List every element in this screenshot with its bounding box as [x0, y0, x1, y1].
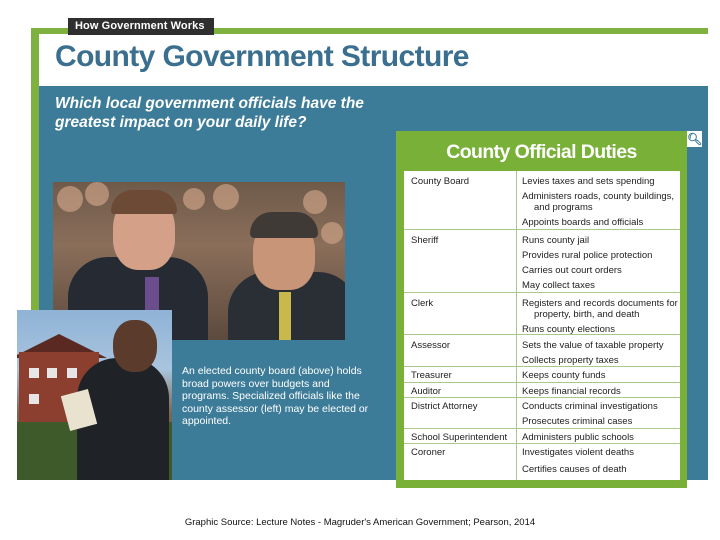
official-duties: Investigates violent deaths Certifies causes of death — [522, 447, 634, 475]
official-name: Assessor — [411, 340, 451, 351]
page-title: County Government Structure — [55, 40, 469, 73]
source-credit: Graphic Source: Lecture Notes - Magruder's American Government; Pearson, 2014 — [184, 517, 536, 528]
official-name: School Superintendent — [411, 432, 508, 443]
official-name: Coroner — [411, 447, 446, 458]
duties-table — [404, 171, 680, 480]
table-row — [404, 429, 680, 444]
table-row — [404, 398, 680, 429]
table-row — [404, 171, 680, 230]
official-duties: Administers public schools — [522, 432, 634, 443]
official-duties: Levies taxes and sets spending Administers roads, county buildings, and programs Appoints boards and officials — [522, 176, 675, 228]
table-row — [404, 383, 680, 398]
official-name: Treasurer — [411, 370, 452, 381]
table-row — [404, 367, 680, 383]
official-duties: Registers and records documents for property, birth, and death Runs county elections — [522, 298, 678, 335]
table-row — [404, 335, 680, 367]
magnifier-icon[interactable]: 🔍︎ — [687, 132, 703, 146]
official-name: County Board — [411, 176, 470, 187]
photo-caption: An elected county board (above) holds broad powers over budgets and programs. Specialized officials like the county assessor (left) may be elected or appointed. — [182, 365, 369, 427]
duties-title: County Official Duties — [446, 141, 637, 163]
table-row — [404, 444, 680, 480]
section-tab: How Government Works — [68, 18, 214, 35]
official-name: Sheriff — [411, 235, 439, 246]
official-name: Auditor — [411, 386, 442, 397]
official-duties: Conducts criminal investigations Prosecutes criminal cases — [522, 401, 658, 427]
table-row — [404, 230, 680, 293]
lead-question: Which local government officials have the greatest impact on your daily life? — [55, 95, 364, 131]
official-duties: Sets the value of taxable property Collects property taxes — [522, 340, 664, 366]
official-duties: Runs county jail Provides rural police protection Carries out court orders May collect taxes — [522, 235, 653, 291]
county-assessor-photo — [17, 310, 172, 480]
official-duties: Keeps financial records — [522, 386, 621, 397]
table-row — [404, 293, 680, 335]
official-name: District Attorney — [411, 401, 478, 412]
duties-panel — [396, 131, 687, 488]
official-name: Clerk — [411, 298, 434, 309]
official-duties: Keeps county funds — [522, 370, 606, 381]
